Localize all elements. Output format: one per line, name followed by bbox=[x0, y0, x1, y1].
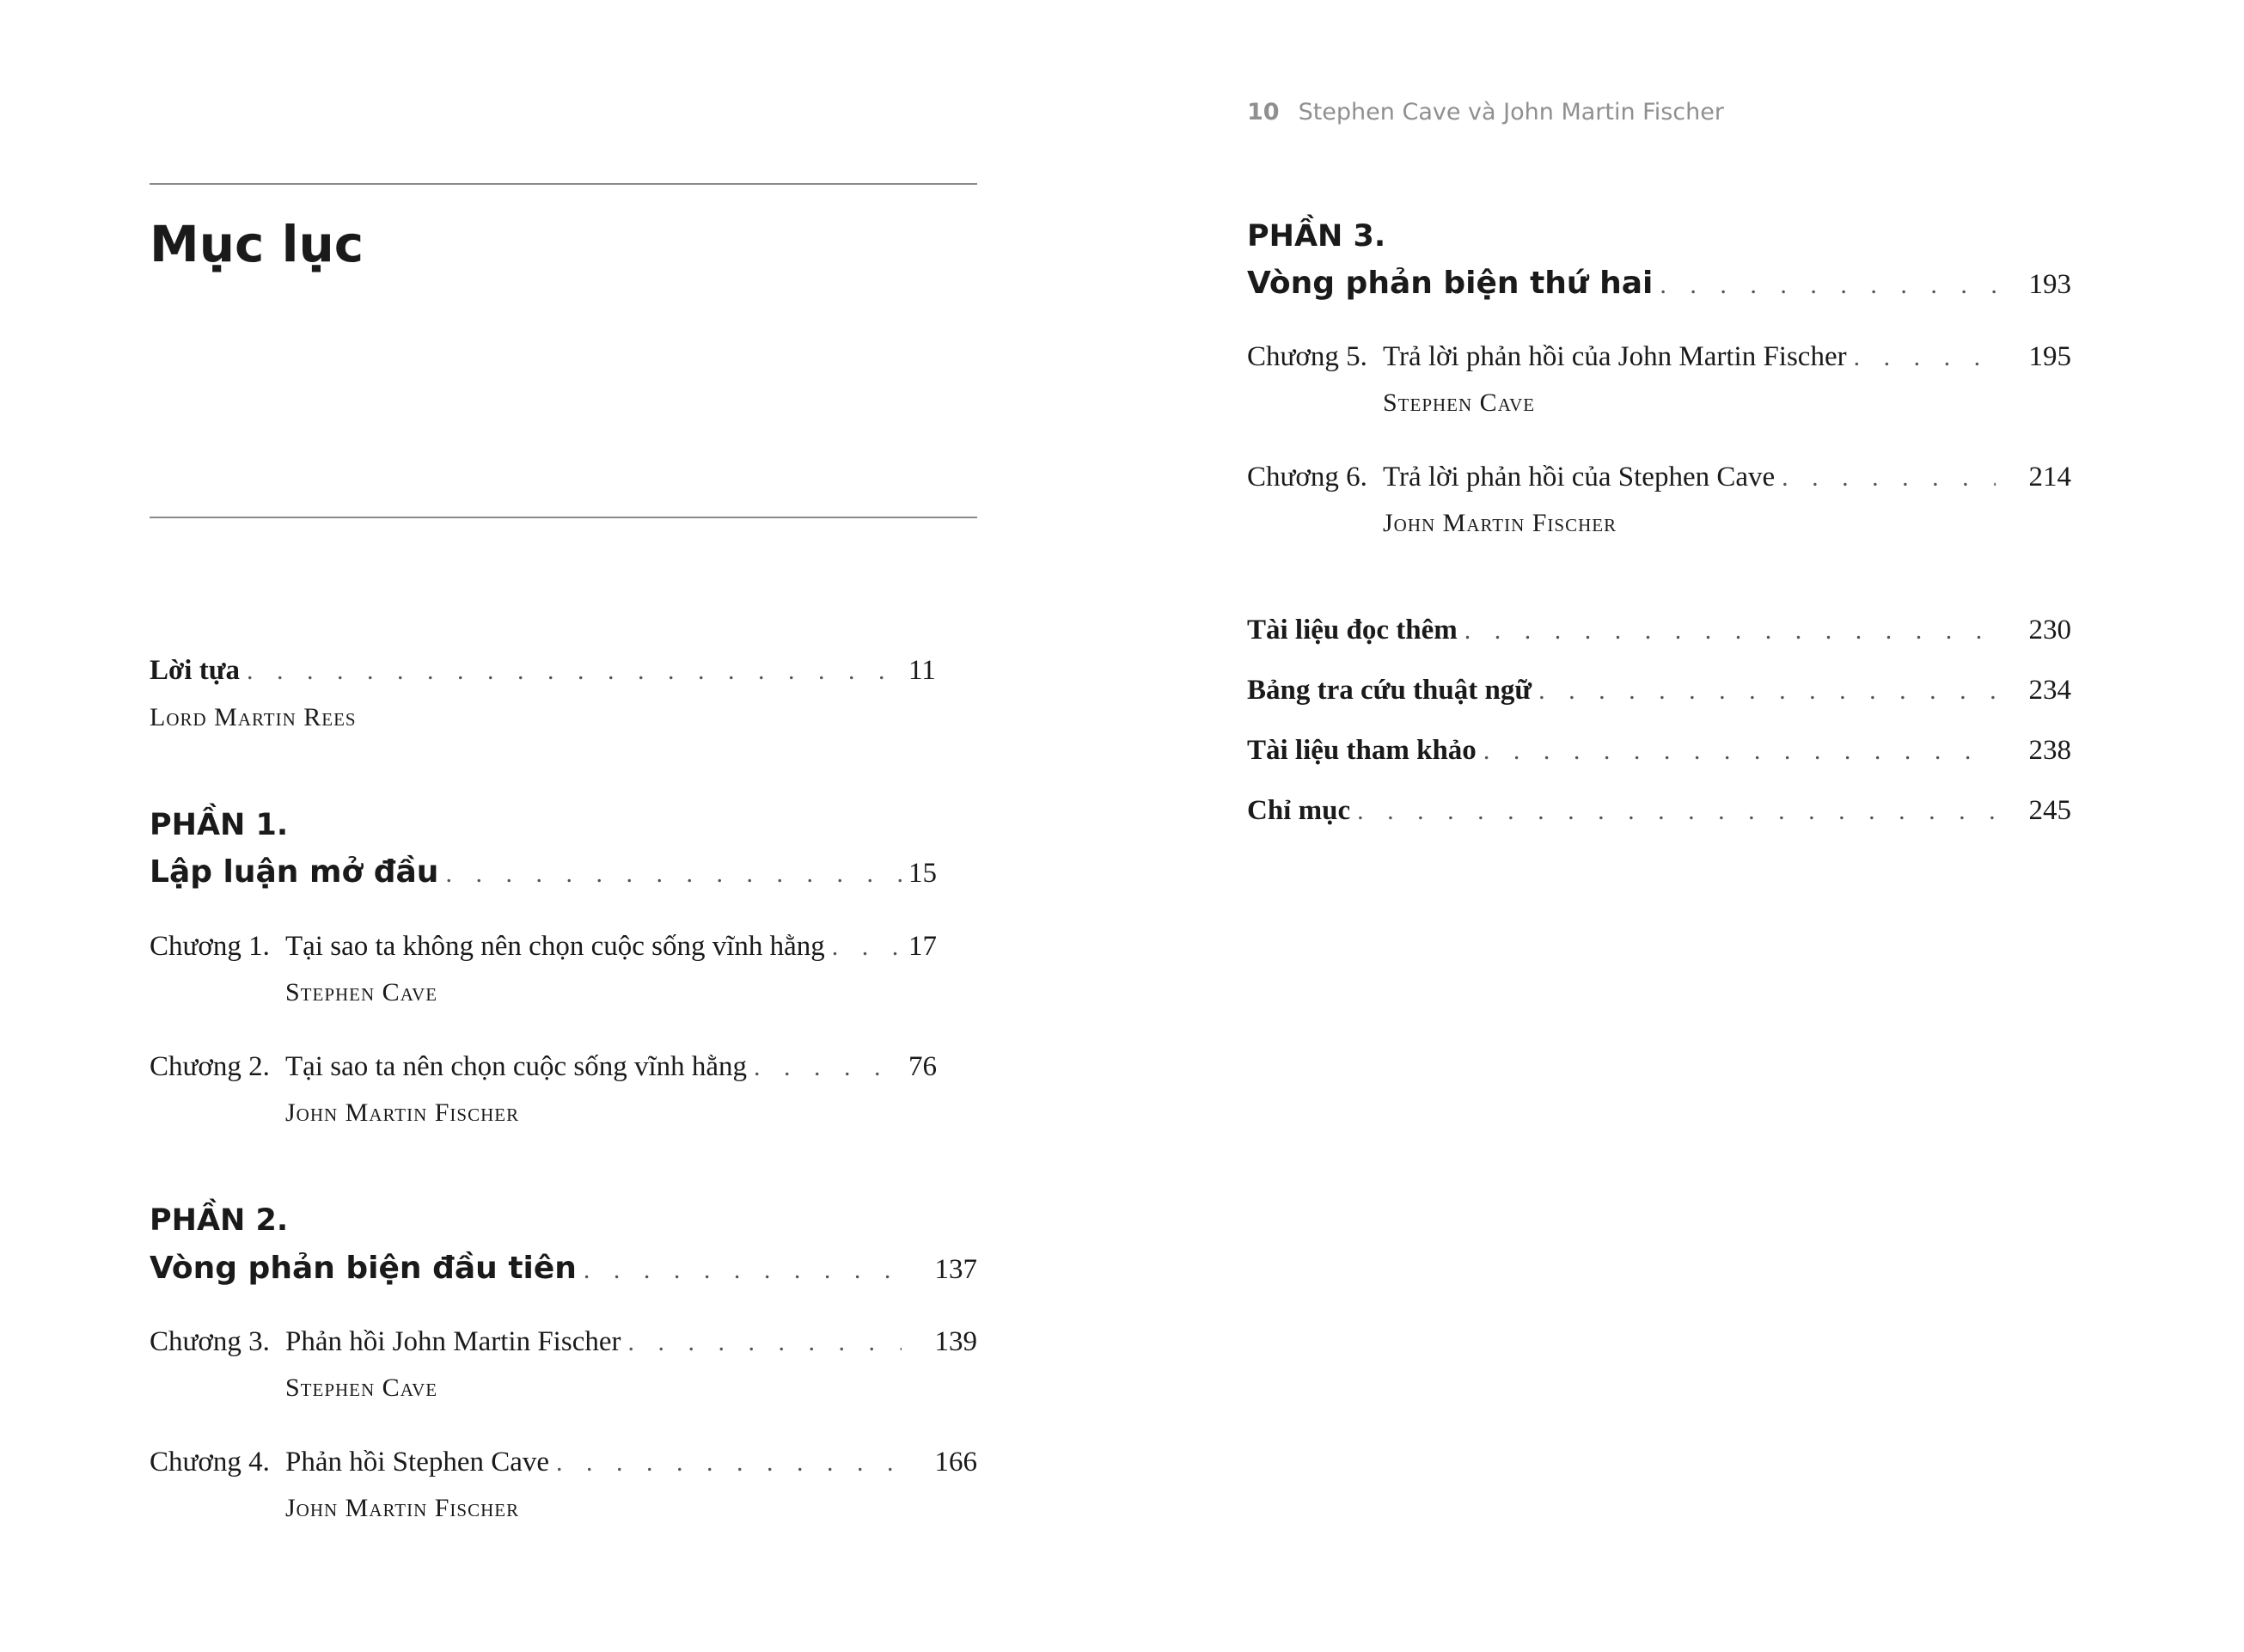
part2-page: 137 bbox=[934, 1254, 977, 1285]
toc-entry-references[interactable] bbox=[1247, 735, 2071, 767]
part1-title: Lập luận mở đầu bbox=[150, 854, 439, 890]
chapter-2-title: Tại sao ta nên chọn cuộc sống vĩnh hằng bbox=[285, 1051, 748, 1082]
chapter-1-page: 17 bbox=[908, 931, 937, 962]
toc-entry-part1[interactable] bbox=[150, 854, 960, 890]
toc-entry-chapter-2[interactable] bbox=[150, 1051, 960, 1083]
running-head bbox=[1247, 99, 1724, 125]
chapter-4-page: 166 bbox=[934, 1447, 977, 1478]
foreword-title: Lời tựa bbox=[150, 655, 240, 686]
foreword-page: 11 bbox=[908, 655, 936, 686]
page-title: Mục lục bbox=[150, 215, 364, 273]
leader-dots bbox=[1660, 271, 1996, 300]
leader-dots bbox=[754, 1053, 902, 1082]
leader-dots bbox=[556, 1448, 902, 1478]
top-rule bbox=[150, 183, 977, 185]
chapter-4-title: Phản hồi Stephen Cave bbox=[285, 1447, 550, 1478]
foreword-author: Lord Martin Rees bbox=[150, 703, 357, 731]
chapter-4-author: John Martin Fischer bbox=[285, 1494, 520, 1522]
leader-dots bbox=[1538, 676, 1996, 706]
toc-entry-chapter-3[interactable] bbox=[150, 1326, 977, 1358]
index-page: 245 bbox=[2028, 795, 2071, 826]
references-page: 238 bbox=[2028, 735, 2071, 766]
leader-dots bbox=[1782, 463, 1996, 493]
leader-dots bbox=[1357, 797, 1996, 826]
part3-label: PHẦN 3. bbox=[1247, 219, 1386, 254]
part1-label: PHẦN 1. bbox=[150, 808, 289, 842]
toc-entry-foreword[interactable] bbox=[150, 655, 960, 687]
part3-title: Vòng phản biện thứ hai bbox=[1247, 266, 1654, 301]
chapter-3-label: Chương 3. bbox=[150, 1326, 270, 1357]
chapter-2-label: Chương 2. bbox=[150, 1051, 270, 1082]
part1-page: 15 bbox=[908, 858, 937, 889]
leader-dots bbox=[832, 933, 902, 962]
chapter-1-label: Chương 1. bbox=[150, 931, 270, 962]
chapter-1-author: Stephen Cave bbox=[285, 978, 438, 1006]
glossary-page: 234 bbox=[2028, 675, 2071, 706]
toc-entry-part2[interactable] bbox=[150, 1251, 977, 1286]
toc-entry-chapter-4[interactable] bbox=[150, 1447, 977, 1478]
further-reading-title: Tài liệu đọc thêm bbox=[1247, 615, 1458, 646]
chapter-3-page: 139 bbox=[934, 1326, 977, 1357]
chapter-4-label: Chương 4. bbox=[150, 1447, 270, 1478]
running-head-page-number: 10 bbox=[1247, 99, 1280, 125]
chapter-2-page: 76 bbox=[908, 1051, 937, 1082]
glossary-title: Bảng tra cứu thuật ngữ bbox=[1247, 675, 1532, 706]
chapter-6-page: 214 bbox=[2028, 462, 2071, 493]
leader-dots bbox=[1854, 343, 1996, 372]
chapter-1-title: Tại sao ta không nên chọn cuộc sống vĩnh hằng bbox=[285, 931, 825, 962]
leader-dots bbox=[584, 1256, 902, 1285]
leader-dots bbox=[445, 860, 902, 889]
toc-entry-glossary[interactable] bbox=[1247, 675, 2071, 707]
chapter-3-title: Phản hồi John Martin Fischer bbox=[285, 1326, 621, 1357]
toc-entry-part3[interactable] bbox=[1247, 266, 2071, 301]
chapter-5-author: Stephen Cave bbox=[1383, 389, 1536, 417]
leader-dots bbox=[1483, 737, 1996, 766]
title-bottom-rule bbox=[150, 517, 977, 518]
part3-page: 193 bbox=[2028, 269, 2071, 300]
chapter-6-author: John Martin Fischer bbox=[1383, 509, 1617, 537]
chapter-6-label: Chương 6. bbox=[1247, 462, 1367, 493]
toc-entry-further-reading[interactable] bbox=[1247, 615, 2071, 646]
leader-dots bbox=[1464, 616, 1996, 646]
index-title: Chỉ mục bbox=[1247, 795, 1351, 826]
running-head-authors: Stephen Cave và John Martin Fischer bbox=[1298, 99, 1724, 125]
chapter-5-title: Trả lời phản hồi của John Martin Fischer bbox=[1383, 341, 1847, 372]
chapter-5-label: Chương 5. bbox=[1247, 341, 1367, 372]
chapter-5-page: 195 bbox=[2028, 341, 2071, 372]
chapter-2-author: John Martin Fischer bbox=[285, 1098, 520, 1127]
part2-label: PHẦN 2. bbox=[150, 1203, 289, 1238]
toc-entry-chapter-1[interactable] bbox=[150, 931, 960, 963]
leader-dots bbox=[247, 657, 902, 686]
toc-entry-chapter-5[interactable] bbox=[1247, 341, 2071, 373]
further-reading-page: 230 bbox=[2028, 615, 2071, 646]
toc-entry-index[interactable] bbox=[1247, 795, 2071, 827]
part2-title: Vòng phản biện đầu tiên bbox=[150, 1251, 577, 1286]
references-title: Tài liệu tham khảo bbox=[1247, 735, 1477, 766]
chapter-3-author: Stephen Cave bbox=[285, 1374, 438, 1402]
toc-entry-chapter-6[interactable] bbox=[1247, 462, 2071, 493]
leader-dots bbox=[627, 1328, 902, 1357]
chapter-6-title: Trả lời phản hồi của Stephen Cave bbox=[1383, 462, 1776, 493]
